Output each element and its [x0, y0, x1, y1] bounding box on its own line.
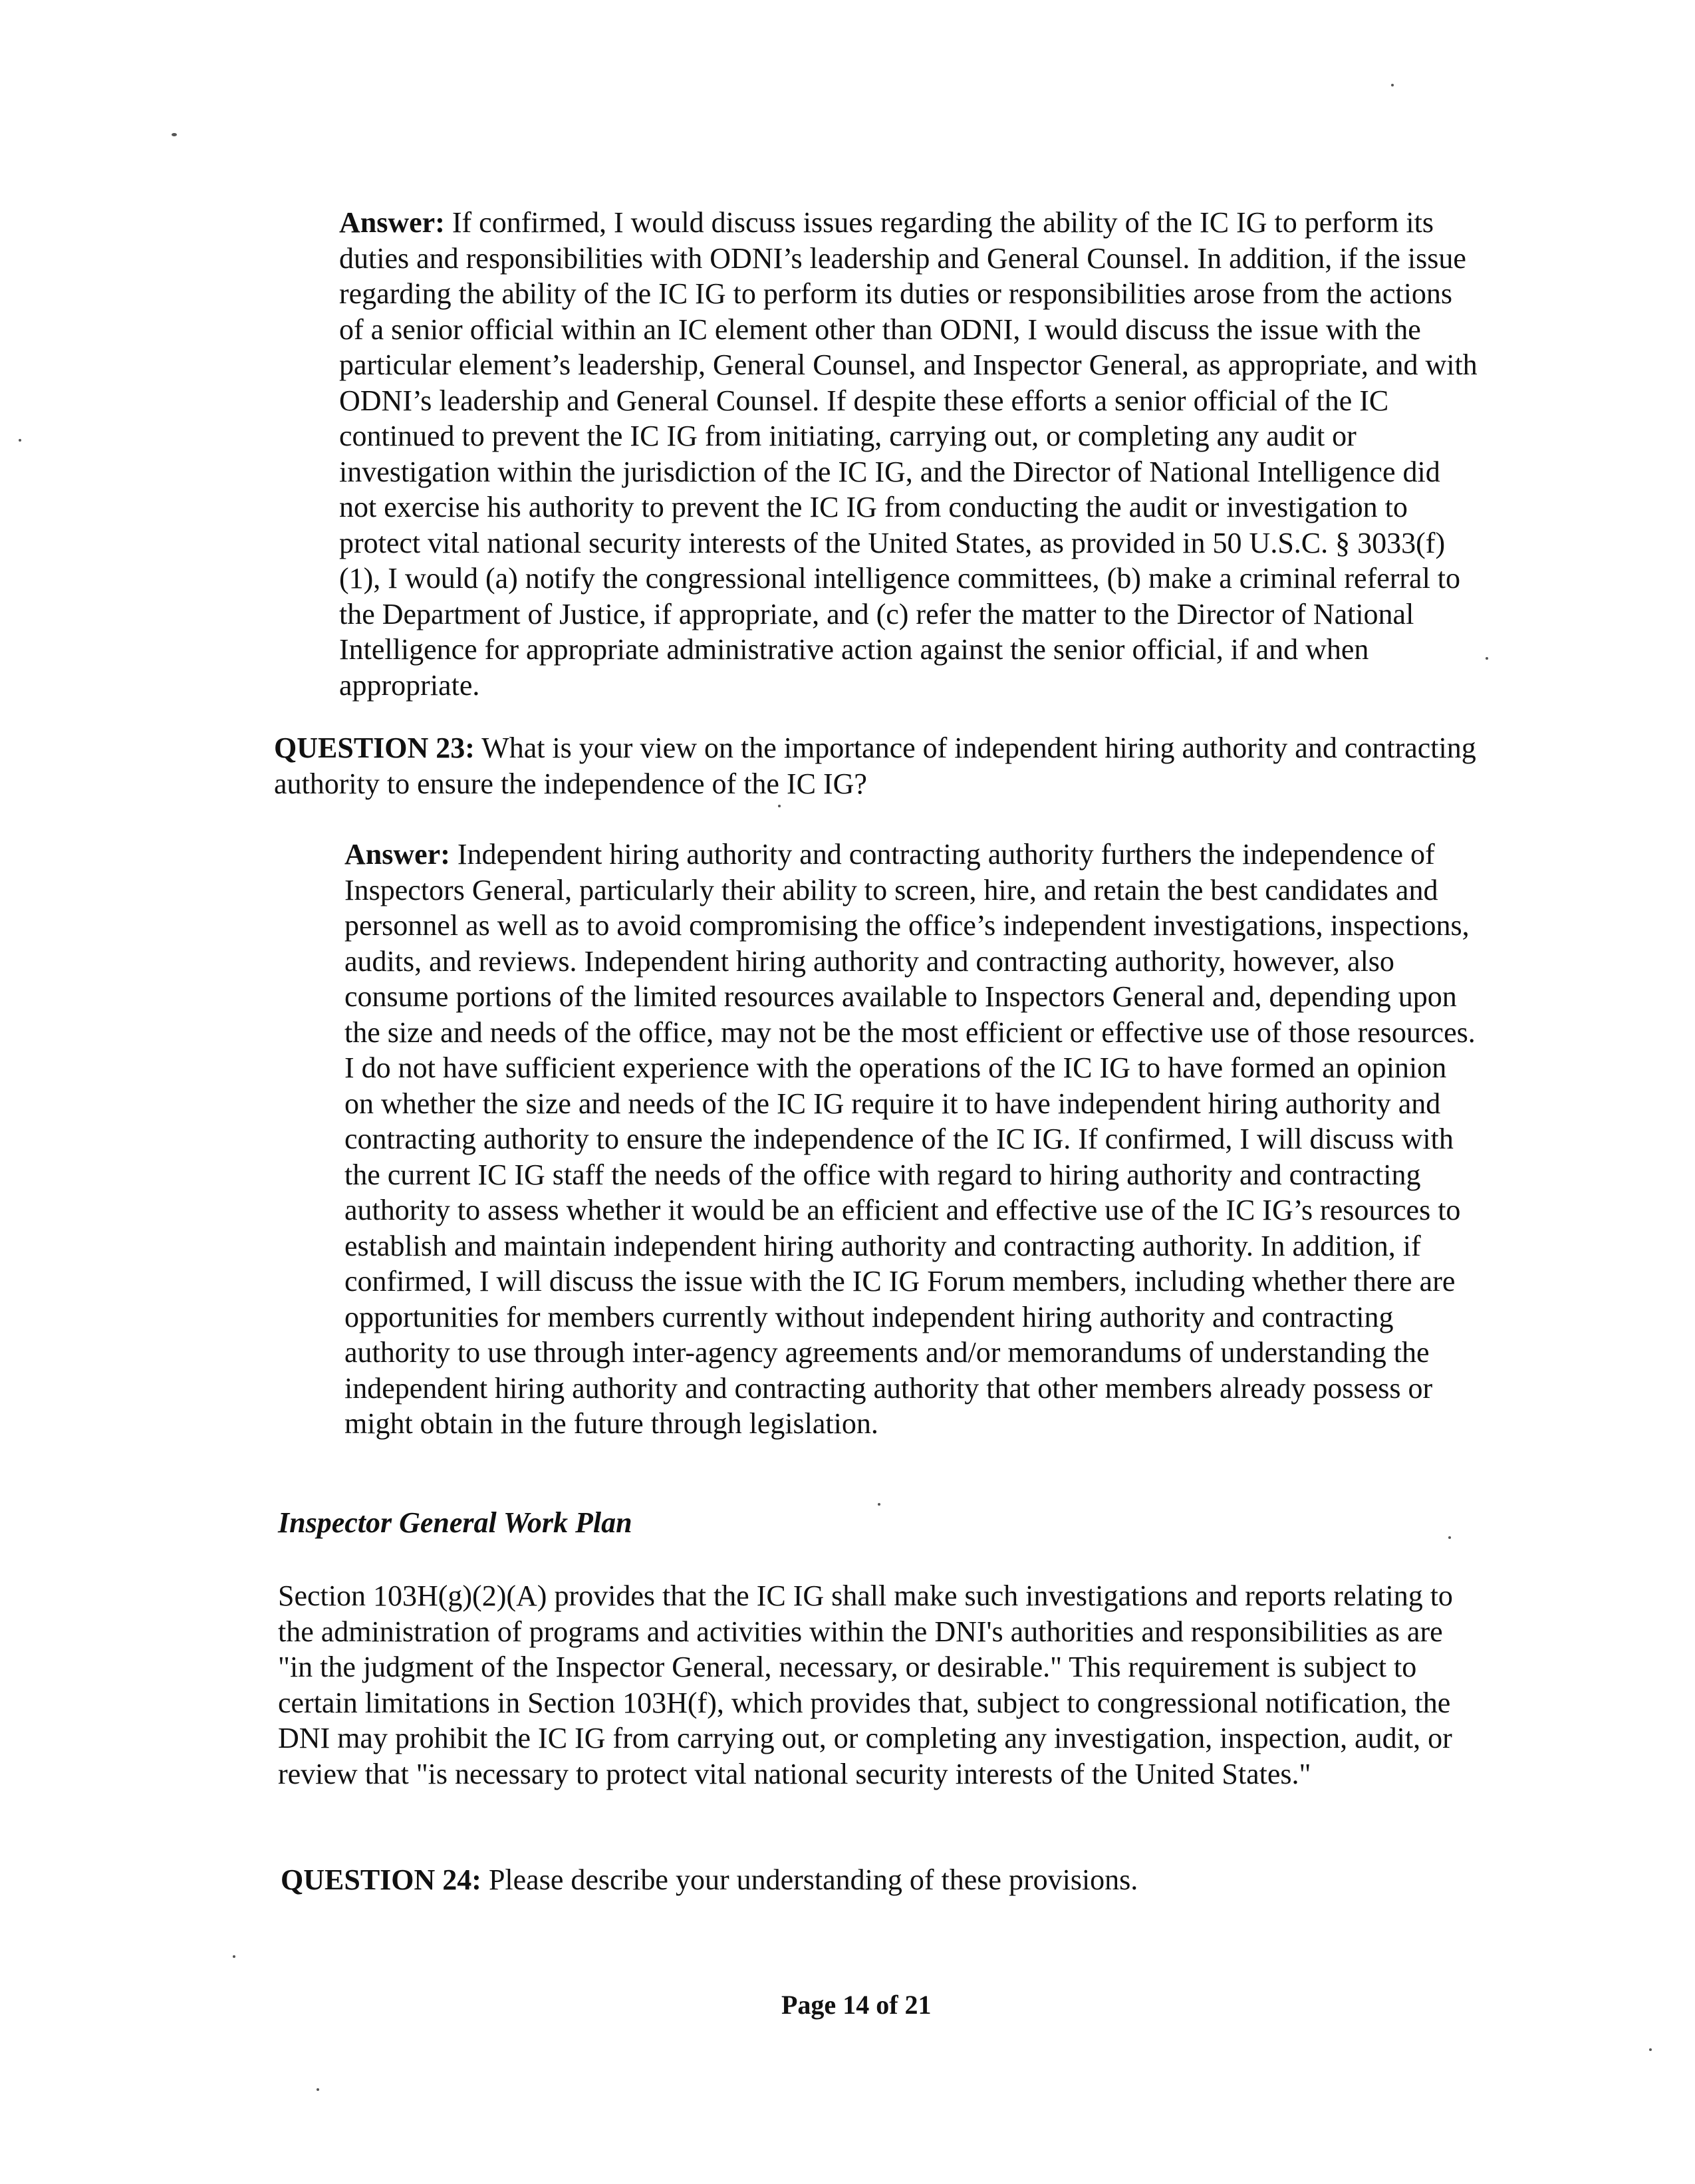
scan-speck: [1391, 84, 1394, 86]
scan-speck: [233, 1955, 235, 1958]
question-24-label: QUESTION 24:: [281, 1863, 481, 1896]
section-body-paragraph: Section 103H(g)(2)(A) provides that the IC IG shall make such investigations and reports relating to the administration of programs and activities within the DNI's authorities and responsibilities as are "in the judgment of the Inspector General, necessary, or desirable." This requirement is subject to certain limitations in Section 103H(f), which provides that, subject to congressional notification, the DNI may prohibit the IC IG from carrying out, or completing any investigation, inspection, audit, or review that "is necessary to protect vital national security interests of the United States.": [278, 1579, 1453, 1790]
scan-speck: [19, 439, 21, 442]
answer-23-label: Answer:: [344, 838, 450, 871]
scan-speck: [878, 1503, 880, 1506]
page-number: Page 14 of 21: [781, 1990, 932, 2020]
scan-speck: [1448, 1536, 1451, 1539]
scan-speck: [1486, 657, 1488, 660]
scan-speck: [317, 2088, 319, 2091]
question-23-text: What is your view on the importance of independent hiring authority and contracting authority to ensure the independence of the IC IG?: [274, 732, 1476, 800]
scan-speck: [778, 805, 781, 807]
question-24-paragraph: [281, 1862, 1478, 1898]
scan-speck: [1649, 2048, 1652, 2051]
question-23-paragraph: [274, 730, 1478, 801]
section-heading: Inspector General Work Plan: [278, 1506, 632, 1539]
answer-label: Answer:: [339, 206, 445, 239]
scan-speck: [172, 133, 177, 136]
question-23-label: QUESTION 23:: [274, 732, 475, 764]
answer-paragraph: [339, 205, 1483, 703]
question-24-text: Please describe your understanding of these provisions.: [488, 1863, 1138, 1896]
answer-text: If confirmed, I would discuss issues regarding the ability of the IC IG to perform its duties and responsibilities with ODNI’s leadership and General Counsel. In addition, if the issue regarding the ability of the IC IG to perform its duties or responsibilities arose from the actions of a senior official within an IC element other than ODNI, I would discuss the issue with the particular element’s leadership, General Counsel, and Inspector General, as appropriate, and with ODNI’s leadership and General Counsel. If despite these efforts a senior official of the IC continued to prevent the IC IG from initiating, carrying out, or completing any audit or investigation within the jurisdiction of the IC IG, and the Director of National Intelligence did not exercise his authority to prevent the IC IG from conducting the audit or investigation to protect vital national security interests of the United States, as provided in 50 U.S.C. § 3033(f)(1), I would (a) notify the congressional intelligence committees, (b) make a criminal referral to the Department of Justice, if appropriate, and (c) refer the matter to the Director of National Intelligence for appropriate administrative action against the senior official, if and when appropriate.: [339, 206, 1478, 702]
answer-23-paragraph: [344, 837, 1482, 1442]
answer-23-text: Independent hiring authority and contracting authority furthers the independence of Inspectors General, particularly their ability to screen, hire, and retain the best candidates and personnel as well as to avoid compromising the office’s independent investigations, inspections, audits, and reviews. Independent hiring authority and contracting authority, however, also consume portions of the limited resources available to Inspectors General and, depending upon the size and needs of the office, may not be the most efficient or effective use of those resources. I do not have sufficient experience with the operations of the IC IG to have formed an opinion on whether the size and needs of the IC IG require it to have independent hiring authority and contracting authority to ensure the independence of the IC IG. If confirmed, I will discuss with the current IC IG staff the needs of the office with regard to hiring authority and contracting authority to assess whether it would be an efficient and effective use of the IC IG’s resources to establish and maintain independent hiring authority and contracting authority. In addition, if confirmed, I will discuss the issue with the IC IG Forum members, including whether there are opportunities for members currently without independent hiring authority and contracting authority to use through inter-agency agreements and/or memorandums of understanding the independent hiring authority and contracting authority that other members already possess or might obtain in the future through legislation.: [344, 838, 1476, 1440]
